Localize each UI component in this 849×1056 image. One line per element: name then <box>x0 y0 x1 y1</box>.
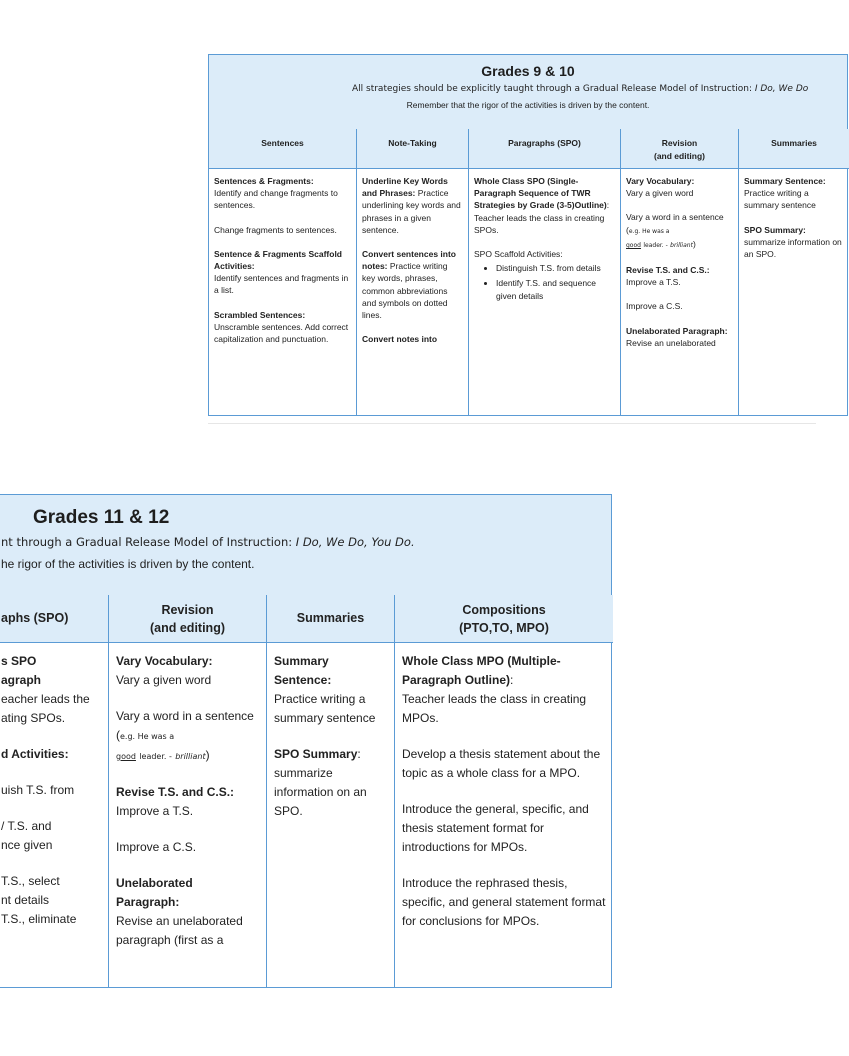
column-header: Revision (and editing) <box>621 129 738 169</box>
column-summaries: Summaries Summary Sentence: Practice writing a summary sentence SPO Summary: summarize information on an SPO. <box>739 129 849 415</box>
column-revision: Revision (and editing) Vary Vocabulary: Vary a given word Vary a word in a sentence (e.g. He was a good leader. - brilliant) Revise T.S. and C.S.: Improve a T.S. Improve a C.S. Unelaborated Paragraph: Revise an unelaborated <box>621 129 739 415</box>
rigor-note: Remember that the rigor of the activities is driven by the content. <box>406 100 650 110</box>
column-note-taking: Note-Taking Underline Key Words and Phrases: Practice underlining key words and phrases in a given sentence. Convert sentences into notes: Practice writing key words, phrases, common abbreviations and symbols on dotted lines. Convert notes into <box>357 129 469 415</box>
column-header: Summaries <box>739 129 849 169</box>
column-paragraphs: aphs (SPO) s SPO agraph eacher leads the ating SPOs. d Activities: uish T.S. from / T.S. and nce given T.S., select nt details T.S., eliminate <box>0 595 109 987</box>
column-header: Summaries <box>267 595 394 643</box>
list-item: • Distinguish T.S. from details <box>496 262 615 274</box>
card-header <box>209 55 847 130</box>
grades-9-10-card <box>208 54 848 416</box>
instruction-line: nt through a Gradual Release Model of Instruction: I Do, We Do, You Do. <box>1 535 415 549</box>
column-header: Sentences <box>209 129 356 169</box>
card-header: Grades 11 & 12 nt through a Gradual Release Model of Instruction: I Do, We Do, You Do. he rigor of the activities is driven by the content. <box>0 495 611 596</box>
column-header: Compositions (PTO,TO, MPO) <box>395 595 613 643</box>
list-item: • Identify T.S. and sequence given details <box>496 277 615 301</box>
column-header: Revision (and editing) <box>109 595 266 643</box>
card-title: Grades 9 & 10 <box>481 63 575 79</box>
column-paragraphs: Paragraphs (SPO) Whole Class SPO (Single-Paragraph Sequence of TWR Strategies by Grade (3-5)Outline): Teacher leads the class in creating SPOs. SPO Scaffold Activities: • Distinguish T.S. from details • Identify T.S. and sequence given details <box>469 129 621 415</box>
column-header: Paragraphs (SPO) <box>469 129 620 169</box>
column-compositions: Compositions (PTO,TO, MPO) Whole Class MPO (Multiple-Paragraph Outline): Teacher leads the class in creating MPOs. Develop a thesis statement about the topic as a whole class for a MPO. Introduce the general, specific, and thesis statement format for introductions for MPOs. Introduce the rephrased thesis, specific, and general statement format for conclusions for MPOs. <box>395 595 613 987</box>
divider <box>208 423 816 424</box>
column-header: Note-Taking <box>357 129 468 169</box>
column-revision: Revision (and editing) Vary Vocabulary: Vary a given word Vary a word in a sentence (e.g. He was a good leader. - brilliant) Revise T.S. and C.S.: Improve a T.S. Improve a C.S. Unelaborated Paragraph: Revise an unelaborated paragraph (first as a <box>109 595 267 987</box>
grades-11-12-card <box>0 494 612 988</box>
column-sentences: Sentences Sentences & Fragments: Identify and change fragments to sentences. Change fragments to sentences. Sentence & Fragments Scaffold Activities: Identify sentences and fragments in a list. Scrambled Sentences: Unscramble sentences. Add correct capitalization and punctuation. <box>209 129 357 415</box>
rigor-note: he rigor of the activities is driven by the content. <box>1 557 255 571</box>
instruction-line: All strategies should be explicitly taught through a Gradual Release Model of Instruction: I Do, We Do <box>352 84 809 94</box>
column-summaries: Summaries Summary Sentence: Practice writing a summary sentence SPO Summary: summarize information on an SPO. <box>267 595 395 987</box>
column-header: aphs (SPO) <box>0 595 108 643</box>
